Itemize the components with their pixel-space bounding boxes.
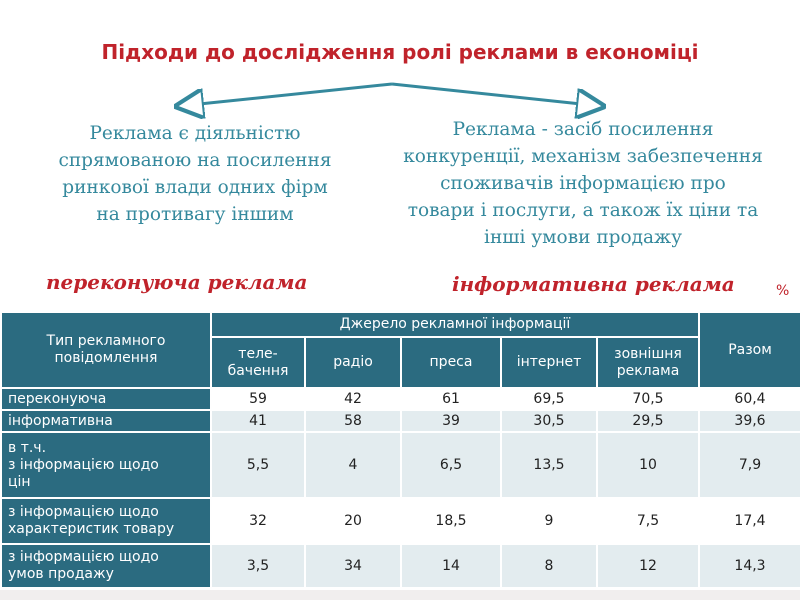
table-cell: 14 <box>401 544 501 588</box>
table-row <box>1 388 800 410</box>
bottom-strip <box>0 590 800 600</box>
table-cell: 10 <box>597 432 699 498</box>
text-line: Реклама є діяльністю <box>89 123 301 144</box>
table-cell: 59 <box>211 388 305 410</box>
table-cell: 39,6 <box>699 410 800 432</box>
table-cell: 30,5 <box>501 410 597 432</box>
type-header <box>1 312 211 388</box>
text-line: спрямованою на посилення <box>58 150 332 171</box>
col-header-tv <box>211 337 305 388</box>
text-line: інші умови продажу <box>484 227 682 248</box>
table-cell: 17,4 <box>699 498 800 544</box>
row-label: переконуюча <box>1 388 211 410</box>
table-cell: 69,5 <box>501 388 597 410</box>
text-line: конкуренції, механізм забезпечення <box>403 146 763 167</box>
table-cell: 14,3 <box>699 544 800 588</box>
text-line: товари і послуги, а також їх ціни та <box>407 200 759 221</box>
table-cell: 13,5 <box>501 432 597 498</box>
source-header: Джерело рекламної інформації <box>211 312 699 337</box>
table-cell: 4 <box>305 432 401 498</box>
row-label <box>1 432 211 498</box>
col-header-outdoor <box>597 337 699 388</box>
table-cell: 61 <box>401 388 501 410</box>
table-cell: 70,5 <box>597 388 699 410</box>
table-cell: 18,5 <box>401 498 501 544</box>
unit-label: % <box>776 283 790 299</box>
table-cell: 20 <box>305 498 401 544</box>
table-cell: 8 <box>501 544 597 588</box>
table-cell: 58 <box>305 410 401 432</box>
table-row <box>1 432 800 498</box>
header-line: реклама <box>616 362 680 379</box>
col-header-internet: інтернет <box>501 337 597 388</box>
table-cell: 7,9 <box>699 432 800 498</box>
table-cell: 39 <box>401 410 501 432</box>
header-line: теле- <box>238 345 278 362</box>
table-cell: 34 <box>305 544 401 588</box>
table-cell: 41 <box>211 410 305 432</box>
table-cell: 3,5 <box>211 544 305 588</box>
left-approach-text <box>20 120 370 228</box>
row-label-line: з інформацією щодо <box>8 456 159 473</box>
page-title: Підходи до дослідження ролі реклами в економіці <box>101 40 699 64</box>
header-line: Тип рекламного <box>46 333 166 349</box>
row-label-line: з інформацією щодо <box>8 504 159 520</box>
row-label-line: цін <box>8 473 31 490</box>
persuasive-ad-label: переконуюча реклама <box>46 270 308 294</box>
table-row <box>1 410 800 432</box>
text-line: споживачів інформацією про <box>440 173 726 194</box>
arrow-left <box>180 84 392 106</box>
table-cell: 9 <box>501 498 597 544</box>
header-line: бачення <box>227 362 289 379</box>
col-header-radio: радіо <box>305 337 401 388</box>
table-cell: 12 <box>597 544 699 588</box>
table-cell: 29,5 <box>597 410 699 432</box>
col-header-press: преса <box>401 337 501 388</box>
text-line: на противагу іншим <box>96 204 294 225</box>
header-line: повідомлення <box>54 350 158 366</box>
table-cell: 42 <box>305 388 401 410</box>
row-label: інформативна <box>1 410 211 432</box>
row-label <box>1 544 211 588</box>
row-label <box>1 498 211 544</box>
table-cell: 7,5 <box>597 498 699 544</box>
row-label-line: в т.ч. <box>8 439 47 456</box>
total-header: Разом <box>699 312 800 388</box>
table-cell: 32 <box>211 498 305 544</box>
row-label-line: з інформацією щодо <box>8 549 159 565</box>
arrow-right <box>392 84 600 106</box>
row-label-line: умов продажу <box>8 566 114 582</box>
right-approach-text <box>368 116 798 251</box>
row-label-line: характеристик товару <box>8 521 175 537</box>
table-row <box>1 498 800 544</box>
header-line: зовнішня <box>614 345 682 362</box>
text-line: ринкової влади одних фірм <box>62 177 328 198</box>
table-cell: 6,5 <box>401 432 501 498</box>
table-row <box>1 544 800 588</box>
table-cell: 60,4 <box>699 388 800 410</box>
informative-ad-label: інформативна реклама <box>452 272 735 296</box>
table-cell: 5,5 <box>211 432 305 498</box>
text-line: Реклама - засіб посилення <box>452 119 714 140</box>
ad-source-table <box>0 311 800 589</box>
